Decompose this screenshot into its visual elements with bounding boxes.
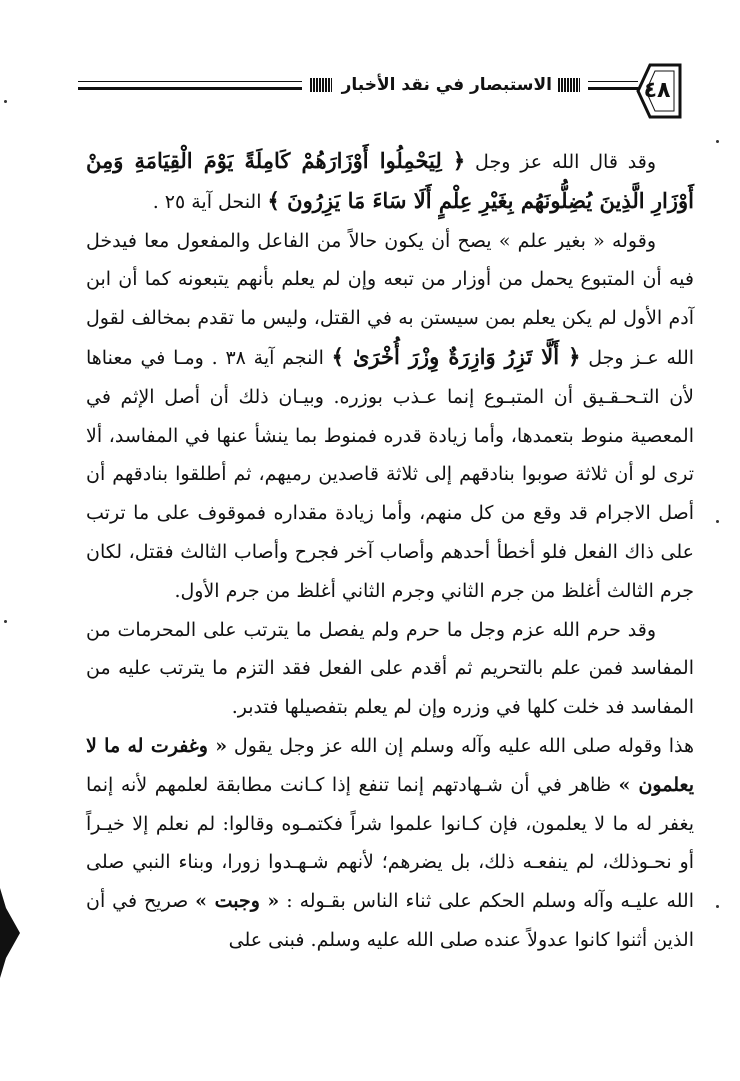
header-title-box xyxy=(302,70,588,100)
text-run: وقد قال الله عز وجل xyxy=(465,151,657,173)
paragraph xyxy=(86,727,694,960)
paragraph xyxy=(86,142,694,222)
header-ornament-right xyxy=(558,78,580,92)
text-run: وقد حرم الله عزم وجل ما حرم ولم يفصل ما يترتب على المحرمات من المفاسد فمن علم بالتحريم ثم أقدم على الفعل فقد التزم ما يترتب عليه من المفاسد فد خلت كلها في وزره وإن لم يعلم بتفصيلها فتدبر. xyxy=(86,618,694,719)
page-number: ٤٨ xyxy=(643,78,671,103)
page-header xyxy=(78,60,688,120)
quran-verse: ﴿ لِيَحْمِلُوا أَوْزَارَهُمْ كَامِلَةً يَوْمَ الْقِيَامَةِ وَمِنْ أَوْزَارِ الَّذِينَ يُضِلُّونَهُم بِغَيْرِ عِلْمٍ أَلَا سَاءَ مَا يَزِرُونَ ﴾ xyxy=(86,148,694,213)
page-number-badge xyxy=(626,60,688,122)
text-run: ظاهر في أن شـهادتهم إنما تنفع إذا كـانت مطابقة لعلمهم لأنه إنما يغفر له ما لا يعلمون، فإن كـانوا علموا شراً فكتمـوه وقالوا: لم نعلم إلا خيـراً أو نحـوذلك، لم ينفعـه ذلك، بل يضرهم؛ لأنهم شـهـدوا زورا، وبناء النبي صلى الله عليـه وآله وسلم الحكم على ثناء الناس بقـوله : xyxy=(86,773,694,913)
text-run: النجم آية ٣٨ . ومـا في معناها لأن التـحـقـيق أن المتبـوع إنما عـذب بوزره. وبيـان ذلك أن أصل الإثم في المعصية منوط بتعمدها، وأما زيادة قدره فمنوط بما ينشأ عنها في المفاسد، ألا ترى لو أن ثلاثة صوبوا بنادقهم إلى ثلاثة قاصدين رميهم، ثم أطلقوا بنادقهم أن أصل الاجرام قد وقع من كل منهم، وأما زيادة مقداره فموقوف على ما ترتب على ذاك الفعل فلو أخطأ أحدهم وأصاب آخر فجرح وأصاب الثالث فقتل، لكان جرم الثالث أغلظ من جرم الثاني وجرم الثاني أغلظ من جرم الأول. xyxy=(86,346,694,602)
scan-speck xyxy=(4,100,7,103)
text-run: صريح في أن الذين أثنوا كانوا عدولاً عنده صلى الله عليه وسلم. فبنى على xyxy=(86,890,694,951)
scan-speck xyxy=(4,620,7,623)
paragraph xyxy=(86,222,694,611)
header-ornament-left xyxy=(310,78,332,92)
quran-verse: ﴿ أَلَّا تَزِرُ وَازِرَةٌ وِزْرَ أُخْرَىٰ ﴾ xyxy=(331,343,581,369)
text-run: هذا وقوله صلى الله عليه وآله وسلم إن الله عز وجل يقول xyxy=(227,734,694,757)
text-run: وقوله « بغير علم » يصح أن يكون حالاً من الفاعل والمفعول معا فيدخل فيه أن المتبوع يحمل من أوزار من تبعه وإن لم يعلم بأنهم يتبعونه كما أن ابن آدم الأول لم يكن يعلم بمن سيستن به في القتل، وليس ما تقدم بمخالف لقول الله عـز وجل xyxy=(86,229,695,369)
running-title: الاستبصار في نقد الأخبار xyxy=(341,75,552,95)
hadith-quote: « وغفرت له ما لا يعلمون » xyxy=(86,734,694,796)
scan-speck xyxy=(716,140,719,143)
document-body xyxy=(86,142,694,960)
scan-speck xyxy=(716,520,719,523)
paragraph xyxy=(86,611,694,727)
page-edge-mark xyxy=(0,888,22,978)
scan-speck xyxy=(716,905,719,908)
text-run: النحل آية ٢٥ . xyxy=(152,190,268,213)
hadith-quote: « وجبت » xyxy=(195,890,280,913)
page-edge-notch-icon xyxy=(0,888,22,978)
